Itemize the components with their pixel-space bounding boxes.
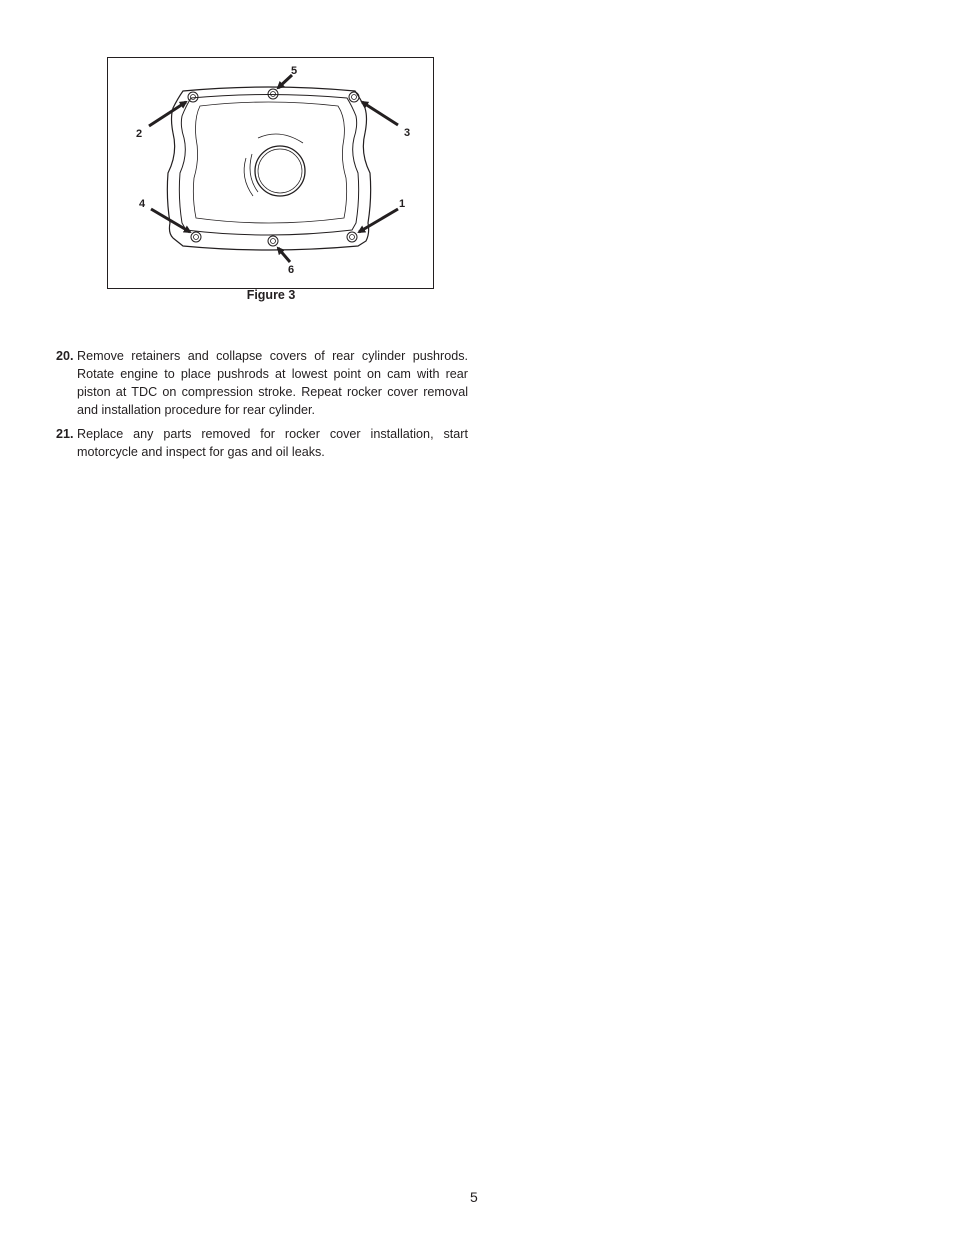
step-number: 21. [56, 427, 74, 441]
cover-inner-outline [179, 95, 358, 236]
bolt-holes [188, 89, 359, 246]
arrow-4 [151, 209, 190, 232]
arrow-1 [359, 209, 398, 232]
cover-center-panel [193, 102, 346, 223]
step-text: Replace any parts removed for rocker cover installation, start motorcycle and inspect for gas and oil leaks. [77, 427, 468, 459]
arrow-5 [278, 75, 292, 88]
callout-2: 2 [136, 128, 143, 140]
step-text: Remove retainers and collapse covers of rear cylinder pushrods. Rotate engine to place pushrods at lowest point on cam with rear piston at TDC on compression stroke. Repeat rocker cover removal and installation procedure for rear cylinder. [77, 349, 468, 417]
arrow-3 [362, 102, 398, 125]
callout-6: 6 [288, 264, 295, 276]
step-number: 20. [56, 349, 74, 363]
step-21 [56, 425, 468, 461]
figure-3-illustration [107, 57, 434, 289]
figure-caption: Figure 3 [246, 288, 296, 302]
callout-4: 4 [139, 198, 146, 210]
callout-5: 5 [291, 65, 298, 77]
cover-center-circle-inner [258, 149, 302, 193]
rocker-cover-drawing [108, 58, 433, 288]
step-20 [56, 347, 468, 419]
callout-3: 3 [404, 127, 411, 139]
instruction-steps [56, 347, 468, 467]
callout-1: 1 [399, 198, 406, 210]
page-number: 5 [470, 1189, 478, 1205]
arrow-2 [149, 102, 186, 126]
cover-center-circle [255, 146, 305, 196]
